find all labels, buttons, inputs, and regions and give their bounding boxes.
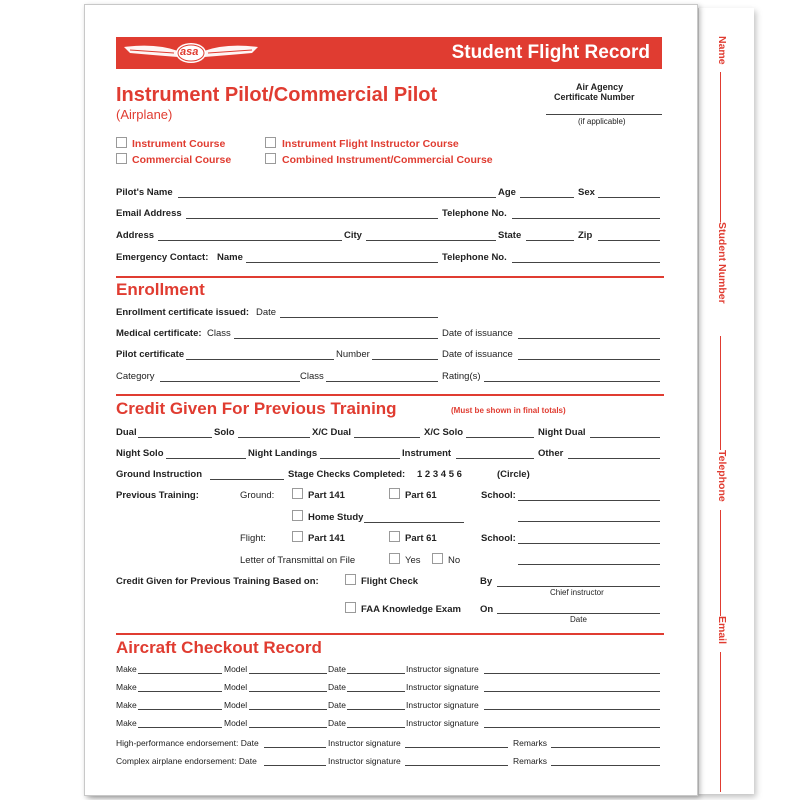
logo-text: asa: [180, 46, 199, 58]
faa-exam-checkbox[interactable]: [345, 602, 356, 613]
instructor-signature-field[interactable]: [484, 673, 660, 674]
hp-endorsement-label: High-performance endorsement: Date: [116, 738, 259, 748]
checkout-divider: [116, 633, 664, 635]
tab-student-number-line: [720, 336, 721, 450]
instrument-field[interactable]: [456, 458, 534, 459]
ground-part141-label: Part 141: [308, 490, 345, 501]
medical-cert-label: Medical certificate:: [116, 328, 202, 339]
flight-school-field[interactable]: [518, 543, 660, 544]
home-study-checkbox[interactable]: [292, 510, 303, 521]
combined-course-label: Combined Instrument/Commercial Course: [282, 154, 493, 166]
model-label: Model: [224, 664, 248, 674]
instrument-label: Instrument: [402, 448, 452, 459]
model-label: Model: [224, 682, 248, 692]
credit-note: (Must be shown in final totals): [451, 406, 566, 415]
state-label: State: [498, 230, 522, 241]
flight-check-checkbox[interactable]: [345, 574, 356, 585]
dual-label: Dual: [116, 427, 137, 438]
medical-date-label: Date of issuance: [442, 328, 513, 339]
hp-remarks-label: Remarks: [513, 738, 548, 748]
email-field[interactable]: [186, 218, 438, 219]
medical-date-field[interactable]: [518, 338, 660, 339]
enrollment-cert-label: Enrollment certificate issued:: [116, 307, 250, 318]
flight-part61-checkbox[interactable]: [389, 531, 400, 542]
agency-label-2: Certificate Number: [554, 92, 635, 102]
solo-field[interactable]: [238, 437, 310, 438]
state-field[interactable]: [526, 240, 574, 241]
ground-label: Ground:: [240, 490, 275, 501]
by-label: By: [480, 576, 493, 587]
enrollment-cert-date-field[interactable]: [280, 317, 438, 318]
date-label: Date: [328, 682, 346, 692]
flight-label: Flight:: [240, 533, 266, 544]
form-subtitle: (Airplane): [116, 107, 173, 122]
flight-school-field-2[interactable]: [518, 564, 660, 565]
ground-school-field[interactable]: [518, 500, 660, 501]
address-field[interactable]: [158, 240, 342, 241]
other-field[interactable]: [568, 458, 660, 459]
instructor-signature-label: Instructor signature: [406, 664, 479, 674]
enrollment-heading: Enrollment: [116, 280, 205, 299]
commercial-course-checkbox[interactable]: [116, 153, 127, 164]
agency-label-1: Air Agency: [576, 82, 624, 92]
commercial-course-label: Commercial Course: [132, 154, 232, 166]
instrument-course-checkbox[interactable]: [116, 137, 127, 148]
sex-label: Sex: [578, 187, 595, 198]
agency-note: (if applicable): [578, 117, 626, 126]
based-on-label: Credit Given for Previous Training Based on:: [116, 576, 319, 587]
emergency-telephone-label: Telephone No.: [442, 252, 507, 263]
model-field[interactable]: [249, 691, 327, 692]
ground-instruction-label: Ground Instruction: [116, 469, 203, 480]
complex-remarks-label: Remarks: [513, 756, 548, 766]
transmittal-label: Letter of Transmittal on File: [240, 555, 356, 566]
stage-numbers[interactable]: 1 2 3 4 5 6: [417, 469, 462, 480]
circle-label: (Circle): [497, 469, 530, 480]
credit-divider: [116, 394, 664, 396]
email-label: Email Address: [116, 208, 182, 219]
ratings-field[interactable]: [484, 381, 660, 382]
pilot-cert-date-field[interactable]: [518, 359, 660, 360]
previous-training-label: Previous Training:: [116, 490, 199, 501]
instructor-signature-label: Instructor signature: [406, 682, 479, 692]
hp-signature-label: Instructor signature: [328, 738, 401, 748]
xc-solo-field[interactable]: [466, 437, 534, 438]
date-field[interactable]: [347, 673, 405, 674]
zip-label: Zip: [578, 230, 593, 241]
dual-field[interactable]: [138, 437, 212, 438]
age-field[interactable]: [520, 197, 574, 198]
instructor-signature-field[interactable]: [484, 727, 660, 728]
tab-student-number-label: Student Number: [716, 222, 728, 304]
flight-part141-checkbox[interactable]: [292, 531, 303, 542]
on-label: On: [480, 604, 494, 615]
pilot-cert-number-label: Number: [336, 349, 370, 360]
ground-part61-checkbox[interactable]: [389, 488, 400, 499]
make-label: Make: [116, 682, 137, 692]
ground-part141-checkbox[interactable]: [292, 488, 303, 499]
home-study-field[interactable]: [364, 522, 464, 523]
tab-name-line: [720, 72, 721, 222]
xc-solo-label: X/C Solo: [424, 427, 464, 438]
ground-school-field-2[interactable]: [518, 521, 660, 522]
tab-name-label: Name: [716, 36, 728, 65]
night-landings-label: Night Landings: [248, 448, 318, 459]
night-landings-field[interactable]: [320, 458, 400, 459]
pilot-cert-label: Pilot certificate: [116, 349, 185, 360]
telephone-label: Telephone No.: [442, 208, 507, 219]
faa-exam-label: FAA Knowledge Exam: [361, 604, 461, 615]
make-label: Make: [116, 664, 137, 674]
ground-part61-label: Part 61: [405, 490, 437, 501]
tab-telephone-line: [720, 510, 721, 616]
flight-part141-label: Part 141: [308, 533, 345, 544]
combined-course-checkbox[interactable]: [265, 153, 276, 164]
checkout-heading: Aircraft Checkout Record: [116, 638, 322, 657]
date-field[interactable]: [347, 727, 405, 728]
flight-school-label: School:: [481, 533, 516, 544]
pilot-cert-number-field[interactable]: [372, 359, 438, 360]
model-label: Model: [224, 718, 248, 728]
make-field[interactable]: [138, 709, 222, 710]
make-field[interactable]: [138, 673, 222, 674]
complex-endorsement-label: Complex airplane endorsement: Date: [116, 756, 257, 766]
banner-title: Student Flight Record: [451, 42, 650, 63]
pilot-cert-field[interactable]: [186, 359, 334, 360]
other-label: Other: [538, 448, 564, 459]
transmittal-yes-checkbox[interactable]: [389, 553, 400, 564]
xc-dual-label: X/C Dual: [312, 427, 352, 438]
city-field[interactable]: [366, 240, 496, 241]
class-field[interactable]: [326, 381, 438, 382]
tab-email-line: [720, 652, 721, 792]
flight-part61-label: Part 61: [405, 533, 437, 544]
category-field[interactable]: [160, 381, 300, 382]
night-dual-field[interactable]: [590, 437, 660, 438]
form-title: Instrument Pilot/Commercial Pilot: [116, 84, 438, 106]
emergency-contact-label: Emergency Contact:: [116, 252, 209, 263]
model-field[interactable]: [249, 709, 327, 710]
enrollment-cert-date-label: Date: [256, 307, 277, 318]
home-study-label: Home Study: [308, 512, 364, 523]
tab-telephone-label: Telephone: [716, 450, 728, 502]
category-label: Category: [116, 371, 155, 382]
complex-signature-field[interactable]: [405, 765, 508, 766]
medical-class-field[interactable]: [234, 338, 438, 339]
date-field[interactable]: [347, 691, 405, 692]
date-label: Date: [328, 718, 346, 728]
make-field[interactable]: [138, 691, 222, 692]
flight-check-label: Flight Check: [361, 576, 419, 587]
exam-date-field[interactable]: [497, 613, 660, 614]
telephone-field[interactable]: [512, 218, 660, 219]
class-label: Class: [300, 371, 324, 382]
exam-date-caption: Date: [570, 615, 587, 624]
model-field[interactable]: [249, 673, 327, 674]
hp-endorsement-date-field[interactable]: [264, 747, 326, 748]
pilot-cert-date-label: Date of issuance: [442, 349, 513, 360]
medical-class-label: Class: [207, 328, 231, 339]
emergency-name-label: Name: [217, 252, 243, 263]
date-label: Date: [328, 664, 346, 674]
complex-endorsement-date-field[interactable]: [264, 765, 326, 766]
address-label: Address: [116, 230, 155, 241]
emergency-telephone-field[interactable]: [512, 262, 660, 263]
night-solo-field[interactable]: [166, 458, 246, 459]
make-label: Make: [116, 700, 137, 710]
chief-instructor-field[interactable]: [497, 586, 660, 587]
chief-instructor-caption: Chief instructor: [550, 588, 604, 597]
transmittal-no-checkbox[interactable]: [432, 553, 443, 564]
flight-instructor-course-checkbox[interactable]: [265, 137, 276, 148]
model-field[interactable]: [249, 727, 327, 728]
stage-checks-label: Stage Checks Completed:: [288, 469, 406, 480]
make-field[interactable]: [138, 727, 222, 728]
ground-school-label: School:: [481, 490, 516, 501]
pilot-name-field[interactable]: [178, 197, 496, 198]
xc-dual-field[interactable]: [354, 437, 420, 438]
pilot-name-label: Pilot's Name: [116, 187, 173, 198]
header-banner: [116, 37, 662, 69]
complex-signature-label: Instructor signature: [328, 756, 401, 766]
instructor-signature-label: Instructor signature: [406, 718, 479, 728]
night-dual-label: Night Dual: [538, 427, 586, 438]
credit-heading: Credit Given For Previous Training: [116, 399, 397, 418]
tab-email-label: Email: [716, 616, 728, 645]
instructor-signature-field[interactable]: [484, 691, 660, 692]
date-field[interactable]: [347, 709, 405, 710]
hp-signature-field[interactable]: [405, 747, 508, 748]
date-label: Date: [328, 700, 346, 710]
model-label: Model: [224, 700, 248, 710]
instrument-course-label: Instrument Course: [132, 138, 226, 150]
enrollment-divider: [116, 276, 664, 278]
city-label: City: [344, 230, 362, 241]
instructor-signature-label: Instructor signature: [406, 700, 479, 710]
agency-number-field[interactable]: [546, 114, 662, 115]
instructor-signature-field[interactable]: [484, 709, 660, 710]
zip-field[interactable]: [598, 240, 660, 241]
transmittal-no-label: No: [448, 555, 461, 566]
ratings-label: Rating(s): [442, 371, 481, 382]
solo-label: Solo: [214, 427, 235, 438]
make-label: Make: [116, 718, 137, 728]
flight-instructor-course-label: Instrument Flight Instructor Course: [282, 138, 459, 150]
folder-tab: [698, 8, 754, 794]
transmittal-yes-label: Yes: [405, 555, 421, 566]
sex-field[interactable]: [598, 197, 660, 198]
complex-remarks-field[interactable]: [551, 765, 660, 766]
night-solo-label: Night Solo: [116, 448, 164, 459]
emergency-name-field[interactable]: [246, 262, 438, 263]
hp-remarks-field[interactable]: [551, 747, 660, 748]
ground-instruction-field[interactable]: [210, 479, 284, 480]
age-label: Age: [498, 187, 516, 198]
